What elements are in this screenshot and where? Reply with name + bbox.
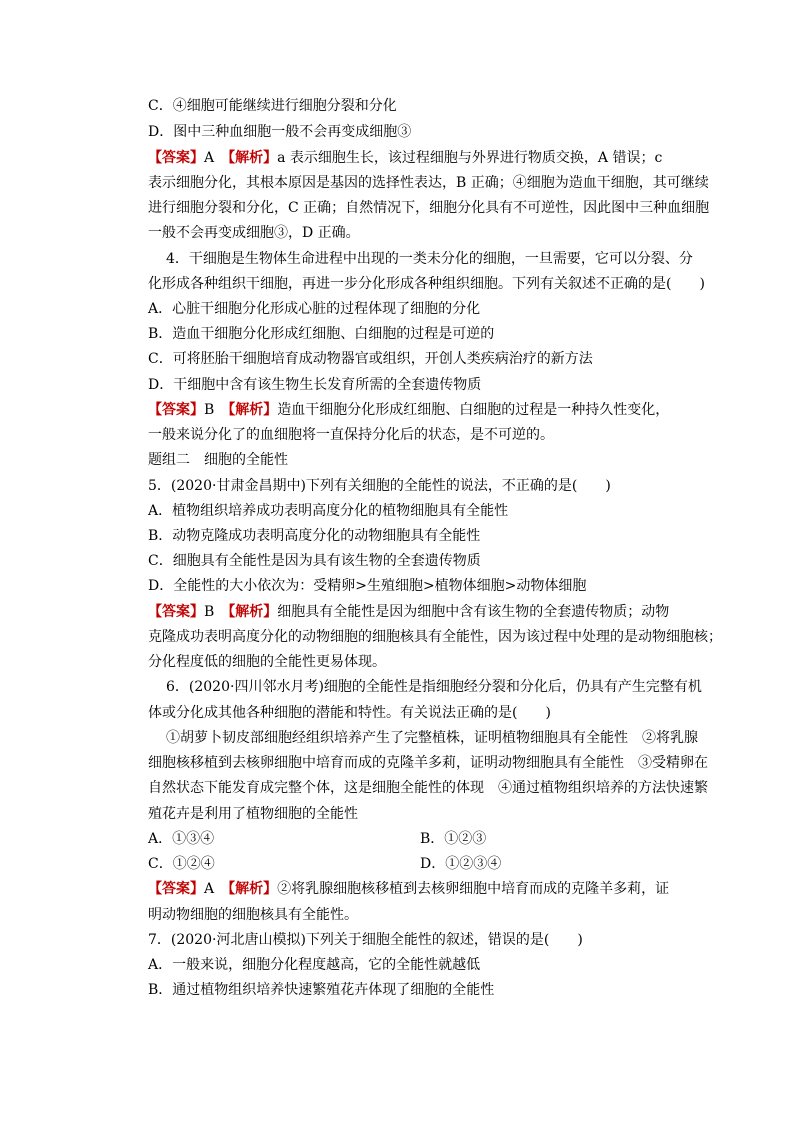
analysis-text: a 表示细胞生长，该过程细胞与外界进行物质交换，A 错误；c — [277, 150, 663, 166]
q3-analysis-line: 进行细胞分裂和分化，C 正确；自然情况下，细胞分化具有不可逆性，因此图中三种血细胞 — [148, 200, 710, 216]
q4-answer-line — [148, 398, 669, 422]
q3-analysis-line: 一般不会再变成细胞③，D 正确。 — [148, 225, 360, 241]
q6-statement: ①胡萝卜韧皮部细胞经组织培养产生了完整植株，证明植物细胞具有全能性 ②将乳腺 — [166, 730, 698, 746]
q4-stem: 4．干细胞是生物体生命进程中出现的一类未分化的细胞，一旦需要，它可以分裂、分 — [166, 251, 693, 267]
q7-option-b: B．通过植物组织培养快速繁殖花卉体现了细胞的全能性 — [148, 982, 495, 998]
analysis-label: 【解析】 — [228, 150, 278, 166]
answer-label: 【答案】 — [148, 881, 204, 897]
q4-analysis-line: 一般来说分化了的血细胞将一直保持分化后的状态，是不可逆的。 — [148, 427, 554, 443]
q6-statement: 殖花卉是利用了植物细胞的全能性 — [148, 806, 358, 822]
q5-answer-line — [148, 600, 669, 624]
q6-option-d: D．①②③④ — [420, 856, 502, 872]
answer-value: B — [204, 604, 215, 620]
analysis-label: 【解析】 — [228, 402, 278, 418]
q6-statement: 细胞核移植到去核卵细胞中培育而成的克隆羊多莉，证明动物细胞具有全能性 ③受精卵在 — [148, 755, 708, 771]
q4-option-b: B．造血干细胞分化形成红细胞、白细胞的过程是可逆的 — [148, 326, 495, 342]
q6-answer-line — [148, 877, 669, 901]
q5-analysis-line: 分化程度低的细胞的全能性更易体现。 — [148, 654, 386, 670]
q4-option-a: A．心脏干细胞分化形成心脏的过程体现了细胞的分化 — [148, 301, 481, 317]
answer-value: A — [204, 150, 215, 166]
q3-option-c: C．④细胞可能继续进行细胞分裂和分化 — [148, 98, 397, 114]
q5-option-d: D．全能性的大小依次为：受精卵>生殖细胞>植物体细胞>动物体细胞 — [148, 578, 587, 594]
answer-label: 【答案】 — [148, 402, 204, 418]
analysis-text: 造血干细胞分化形成红细胞、白细胞的过程是一种持久性变化， — [277, 402, 670, 418]
q5-analysis-line: 克隆成功表明高度分化的动物细胞的细胞核具有全能性，因为该过程中处理的是动物细胞核； — [148, 629, 722, 645]
answer-value: A — [204, 881, 215, 897]
answer-value: B — [204, 402, 215, 418]
q7-option-a: A．一般来说，细胞分化程度越高，它的全能性就越低 — [148, 957, 481, 973]
q6-stem: 6．(2020·四川邻水月考)细胞的全能性是指细胞经分裂和分化后，仍具有产生完整有机 — [166, 679, 702, 695]
q7-stem: 7．(2020·河北唐山模拟)下列关于细胞全能性的叙述，错误的是( ) — [148, 932, 583, 948]
q6-option-a: A．①③④ — [148, 831, 215, 847]
q5-option-c: C．细胞具有全能性是因为具有该生物的全套遗传物质 — [148, 553, 481, 569]
q4-option-c: C．可将胚胎干细胞培育成动物器官或组织，开创人类疾病治疗的新方法 — [148, 351, 593, 367]
answer-label: 【答案】 — [148, 604, 204, 620]
q3-option-d: D．图中三种血细胞一般不会再变成细胞③ — [148, 124, 412, 140]
q6-stem: 体或分化成其他各种细胞的潜能和特性。有关说法正确的是( ) — [148, 705, 551, 721]
q4-option-d: D．干细胞中含有该生物生长发育所需的全套遗传物质 — [148, 377, 482, 393]
answer-label: 【答案】 — [148, 150, 204, 166]
q6-option-c: C．①②④ — [148, 856, 215, 872]
q5-stem: 5．(2020·甘肃金昌期中)下列有关细胞的全能性的说法，不正确的是( ) — [148, 478, 611, 494]
section-heading: 题组二 细胞的全能性 — [148, 452, 288, 468]
analysis-text: 细胞具有全能性是因为细胞中含有该生物的全套遗传物质；动物 — [277, 604, 670, 620]
q5-option-a: A．植物组织培养成功表明高度分化的植物细胞具有全能性 — [148, 503, 509, 519]
q6-statement: 自然状态下能发育成完整个体，这是细胞全能性的体现 ④通过植物组织培养的方法快速繁 — [148, 780, 708, 796]
q6-analysis-line: 明动物细胞的细胞核具有全能性。 — [148, 907, 358, 923]
q5-option-b: B．动物克隆成功表明高度分化的动物细胞具有全能性 — [148, 528, 481, 544]
analysis-text: ②将乳腺细胞核移植到去核卵细胞中培育而成的克隆羊多莉，证 — [277, 881, 670, 897]
q3-analysis-line: 表示细胞分化，其根本原因是基因的选择性表达，B 正确；④细胞为造血干细胞，其可继续 — [148, 175, 709, 191]
analysis-label: 【解析】 — [228, 604, 278, 620]
q4-stem: 化形成各种组织干细胞，再进一步分化形成各种组织细胞。下列有关叙述不正确的是( ) — [148, 276, 705, 292]
analysis-label: 【解析】 — [228, 881, 278, 897]
q6-option-b: B．①②③ — [420, 831, 487, 847]
q3-answer-line — [148, 146, 662, 170]
